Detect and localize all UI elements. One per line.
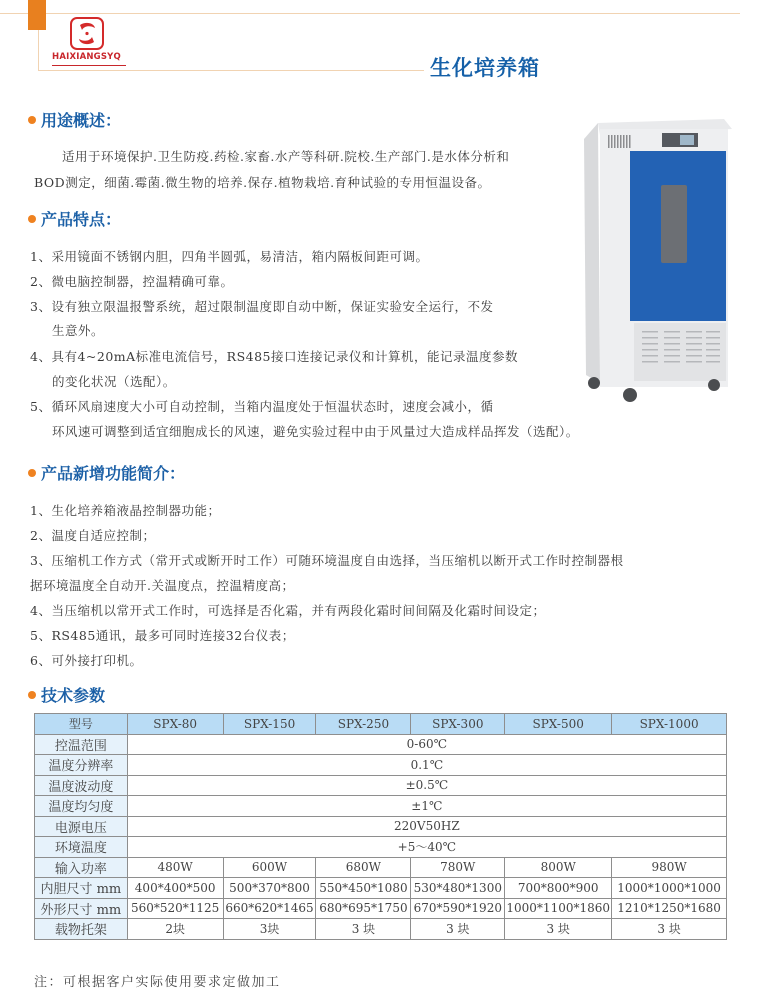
logo-underline [52, 65, 126, 66]
feature-item: 1、采用镜面不锈钢内胆，四角半圆弧，易清洁，箱内隔板间距可调。 [30, 249, 429, 264]
cell: 3 块 [316, 919, 411, 940]
row-value: +5～40℃ [127, 837, 726, 858]
header-cell: SPX-1000 [612, 714, 727, 735]
logo-mark-icon [70, 17, 104, 50]
section-heading-usage [28, 108, 121, 131]
header-cell: SPX-300 [411, 714, 505, 735]
bullet-dot-icon [28, 215, 36, 223]
cell: 480W [127, 857, 223, 878]
feature-item: 5、循环风扇速度大小可自动控制，当箱内温度处于恒温状态时，速度会减小，循 [30, 399, 494, 414]
cell: 1210*1250*1680 [612, 898, 727, 919]
logo-wordmark: HAIXIANGSYQ [52, 52, 121, 62]
feature-item-cont: 生意外。 [52, 323, 105, 338]
cell: 400*400*500 [127, 878, 223, 899]
bullet-dot-icon [28, 116, 36, 124]
cell: 1000*1000*1000 [612, 878, 727, 899]
cell: 3 块 [505, 919, 612, 940]
row-label: 控温范围 [35, 734, 128, 755]
section-heading-features [28, 207, 121, 230]
cell: 530*480*1300 [411, 878, 505, 899]
function-item: 4、当压缩机以常开式工作时，可选择是否化霜，并有两段化霜时间间隔及化霜时间设定； [30, 603, 546, 618]
section-heading-text: 技术参数 [41, 686, 106, 705]
header-rule [0, 13, 740, 14]
table-row [35, 796, 727, 817]
cell: 800W [505, 857, 612, 878]
header-accent-tab [28, 0, 46, 30]
row-label: 输入功率 [35, 857, 128, 878]
company-logo [52, 17, 128, 71]
table-row [35, 857, 727, 878]
table-row [35, 755, 727, 776]
row-value: ±1℃ [127, 796, 726, 817]
cell: 600W [223, 857, 316, 878]
cell: 980W [612, 857, 727, 878]
row-label: 环境温度 [35, 837, 128, 858]
row-label: 温度波动度 [35, 775, 128, 796]
cell: 2块 [127, 919, 223, 940]
header-cell: SPX-250 [316, 714, 411, 735]
function-item: 3、压缩机工作方式（常开式或断开时工作）可随环境温度自由选择，当压缩机以断开式工作时控制器根 [30, 553, 624, 568]
bullet-dot-icon [28, 469, 36, 477]
function-item: 6、可外接打印机。 [30, 653, 143, 668]
usage-line: BOD测定，细菌.霉菌.微生物的培养.保存.植物栽培.育种试验的专用恒温设备。 [34, 175, 491, 190]
product-image-incubator [584, 113, 732, 409]
feature-item-cont: 的变化状况（选配）。 [52, 374, 176, 389]
section-heading-new-functions [28, 461, 185, 484]
section-heading-text: 产品特点： [41, 210, 122, 229]
cell: 660*620*1465 [223, 898, 316, 919]
cell: 680W [316, 857, 411, 878]
spec-table-header [35, 714, 727, 735]
row-label: 外形尺寸 mm [35, 898, 128, 919]
table-row [35, 775, 727, 796]
row-value: 0-60℃ [127, 734, 726, 755]
cell: 560*520*1125 [127, 898, 223, 919]
row-label: 电源电压 [35, 816, 128, 837]
function-item: 5、RS485通讯，最多可同时连接32台仪表； [30, 628, 295, 643]
cell: 3块 [223, 919, 316, 940]
feature-item: 3、设有独立限温报警系统，超过限制温度即自动中断，保证实验安全运行，不发 [30, 299, 494, 314]
row-value: 220V50HZ [127, 816, 726, 837]
feature-item: 2、微电脑控制器，控温精确可靠。 [30, 274, 234, 289]
table-row [35, 837, 727, 858]
table-row [35, 878, 727, 899]
function-item: 2、温度自适应控制； [30, 528, 156, 543]
row-value: 0.1℃ [127, 755, 726, 776]
header-cell: SPX-80 [127, 714, 223, 735]
cell: 1000*1100*1860 [505, 898, 612, 919]
header-cell-model: 型号 [35, 714, 128, 735]
cell: 3 块 [612, 919, 727, 940]
cell: 700*800*900 [505, 878, 612, 899]
header-frame-line [38, 30, 39, 70]
table-row [35, 816, 727, 837]
footnote: 注：可根据客户实际使用要求定做加工 [34, 975, 281, 990]
table-row [35, 919, 727, 940]
header-cell: SPX-500 [505, 714, 612, 735]
function-item-cont: 据环境温度全自动开.关温度点，控温精度高； [30, 578, 295, 593]
cell: 500*370*800 [223, 878, 316, 899]
cell: 3 块 [411, 919, 505, 940]
function-item: 1、生化培养箱液晶控制器功能； [30, 503, 221, 518]
cell: 550*450*1080 [316, 878, 411, 899]
cell: 680*695*1750 [316, 898, 411, 919]
cell: 780W [411, 857, 505, 878]
page-title: 生化培养箱 [430, 55, 540, 80]
cell: 670*590*1920 [411, 898, 505, 919]
section-heading-text: 产品新增功能简介： [41, 464, 186, 483]
row-label: 载物托架 [35, 919, 128, 940]
section-heading-text: 用途概述： [41, 111, 122, 130]
row-label: 内胆尺寸 mm [35, 878, 128, 899]
feature-item-cont: 环风速可调整到适宜细胞成长的风速，避免实验过程中由于风量过大造成样品挥发（选配）。 [52, 424, 579, 439]
feature-item: 4、具有4~20mA标准电流信号，RS485接口连接记录仪和计算机，能记录温度参数 [30, 349, 519, 364]
row-label: 温度分辨率 [35, 755, 128, 776]
section-heading-specs [28, 683, 105, 706]
spec-table [34, 713, 727, 940]
row-value: ±0.5℃ [127, 775, 726, 796]
usage-line: 适用于环境保护.卫生防疫.药检.家畜.水产等科研.院校.生产部门.是水体分析和 [62, 149, 510, 164]
row-label: 温度均匀度 [35, 796, 128, 817]
header-cell: SPX-150 [223, 714, 316, 735]
bullet-dot-icon [28, 691, 36, 699]
table-row [35, 734, 727, 755]
table-row [35, 898, 727, 919]
